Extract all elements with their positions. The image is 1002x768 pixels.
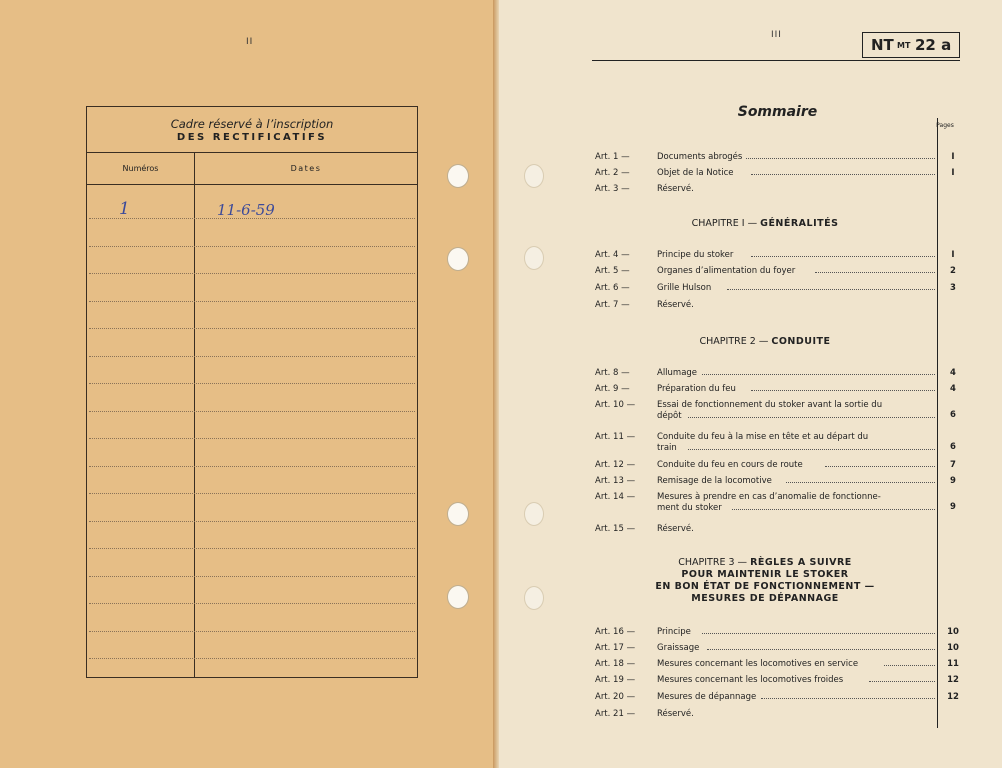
punch-hole: [447, 502, 469, 526]
article-title: Mesures de dépannage: [657, 692, 757, 702]
article-title: Mesures à prendre en cas d’anomalie de fonctionne-: [657, 492, 881, 502]
toc-row: [595, 152, 935, 166]
article-title: Réservé.: [657, 184, 694, 194]
punch-hole-shadow: [524, 586, 544, 610]
article-number: Art. 12 —: [595, 460, 636, 470]
handwritten-date: 11-6-59: [217, 201, 275, 219]
entry-line: [89, 466, 415, 467]
page-reference: 9: [950, 476, 956, 486]
toc-row: [595, 384, 935, 398]
article-title: Allumage: [657, 368, 698, 378]
page-reference: 10: [947, 643, 959, 653]
divider: [87, 152, 417, 153]
leader-dots: [761, 698, 935, 699]
article-title: Préparation du feu: [657, 384, 736, 394]
punch-hole: [447, 247, 469, 271]
chapter-heading: [600, 336, 930, 347]
toc-row: [595, 709, 935, 723]
article-number: Art. 17 —: [595, 643, 636, 653]
toc-row: [595, 400, 935, 421]
entry-line: [89, 411, 415, 412]
toc-row: [595, 659, 935, 673]
page-reference: 12: [947, 675, 959, 685]
chapter-prefix: CHAPITRE I —: [691, 218, 761, 229]
article-title-cont: dépôt: [657, 411, 682, 421]
entry-line: [89, 576, 415, 577]
page-reference: 4: [950, 384, 956, 394]
article-number: Art. 16 —: [595, 627, 636, 637]
article-title: Mesures concernant les locomotives froides: [657, 675, 844, 685]
article-number: Art. 15 —: [595, 524, 636, 534]
entry-line: [89, 631, 415, 632]
article-number: Art. 2 —: [595, 168, 630, 178]
doc-ref-number: 22 a: [915, 36, 952, 54]
toc-row: [595, 476, 935, 490]
toc-row: [595, 432, 935, 453]
punch-hole-shadow: [524, 502, 544, 526]
article-title: Mesures concernant les locomotives en service: [657, 659, 859, 669]
article-title: Documents abrogés: [657, 152, 743, 162]
box-title-line1: Cadre réservé à l’inscription: [170, 117, 334, 131]
column-header-numeros: Numéros: [122, 164, 159, 173]
page-reference: I: [951, 168, 955, 178]
article-title: Organes d’alimentation du foyer: [657, 266, 796, 276]
entry-line: [89, 521, 415, 522]
article-number: Art. 6 —: [595, 283, 630, 293]
entry-line: [89, 493, 415, 494]
page-reference: I: [951, 250, 955, 260]
article-number: Art. 11 —: [595, 432, 636, 442]
column-header-dates: Dates: [290, 164, 322, 173]
chapter-prefix: CHAPITRE 2 —: [699, 336, 772, 347]
article-number: Art. 14 —: [595, 492, 636, 502]
leader-dots: [702, 374, 935, 375]
header-rule: [87, 184, 417, 185]
page-reference: 3: [950, 283, 956, 293]
article-number: Art. 4 —: [595, 250, 630, 260]
toc-row: [595, 460, 935, 474]
article-title: Remisage de la locomotive: [657, 476, 772, 486]
article-title: Conduite du feu en cours de route: [657, 460, 803, 470]
article-title: Objet de la Notice: [657, 168, 734, 178]
page-reference: 7: [950, 460, 956, 470]
leader-dots: [746, 158, 935, 159]
article-number: Art. 5 —: [595, 266, 630, 276]
chapter-name: GÉNÉRALITÉS: [760, 218, 839, 229]
article-number: Art. 8 —: [595, 368, 630, 378]
rectificatifs-frame: [86, 106, 418, 678]
page-number-left: II: [246, 37, 254, 47]
page-reference: 10: [947, 627, 959, 637]
leader-dots: [751, 256, 935, 257]
toc-row: [595, 692, 935, 706]
page-reference: 9: [950, 502, 956, 512]
entry-line: [89, 548, 415, 549]
article-number: Art. 13 —: [595, 476, 636, 486]
article-title: Réservé.: [657, 524, 694, 534]
entry-line: [89, 273, 415, 274]
page-reference: 6: [950, 442, 956, 452]
page-reference: 2: [950, 266, 956, 276]
chapter-heading: [600, 218, 930, 229]
leader-dots: [786, 482, 936, 483]
punch-hole-shadow: [524, 164, 544, 188]
entry-line: [89, 603, 415, 604]
chapter-name-line: MESURES DE DÉPANNAGE: [691, 593, 839, 604]
article-number: Art. 10 —: [595, 400, 636, 410]
toc-row: [595, 283, 935, 297]
toc-row: [595, 168, 935, 182]
toc-row: [595, 524, 935, 538]
punch-hole: [447, 164, 469, 188]
toc-row: [595, 266, 935, 280]
toc-row: [595, 675, 935, 689]
entry-line: [89, 383, 415, 384]
entry-line: [89, 438, 415, 439]
doc-ref-prefix: NT: [871, 36, 894, 54]
entry-line: [89, 246, 415, 247]
article-number: Art. 3 —: [595, 184, 630, 194]
article-title: Graissage: [657, 643, 700, 653]
article-number: Art. 19 —: [595, 675, 636, 685]
leader-dots: [688, 417, 936, 418]
article-number: Art. 9 —: [595, 384, 630, 394]
chapter-name-line: EN BON ÉTAT DE FONCTIONNEMENT —: [655, 581, 875, 592]
chapter-name: CONDUITE: [771, 336, 831, 347]
punch-hole-shadow: [524, 246, 544, 270]
article-title: Réservé.: [657, 709, 694, 719]
box-title-line2: DES RECTIFICATIFS: [176, 132, 328, 143]
entry-line: [89, 356, 415, 357]
article-title: Principe du stoker: [657, 250, 734, 260]
article-title: Grille Hulson: [657, 283, 712, 293]
article-number: Art. 1 —: [595, 152, 630, 162]
leader-dots: [825, 466, 935, 467]
article-title: Conduite du feu à la mise en tête et au départ du: [657, 432, 869, 442]
handwritten-numero: 1: [119, 199, 130, 219]
page-reference: 11: [947, 659, 959, 669]
leader-dots: [732, 509, 935, 510]
article-title: Essai de fonctionnement du stoker avant la sortie du: [657, 400, 883, 410]
page-reference: I: [951, 152, 955, 162]
header-rule: [592, 60, 960, 61]
chapter-name-line: RÈGLES A SUIVRE: [750, 557, 852, 568]
toc-row: [595, 300, 935, 314]
toc-row: [595, 184, 935, 198]
punch-hole: [447, 585, 469, 609]
leader-dots: [702, 633, 935, 634]
document-reference: [862, 32, 960, 58]
entry-line: [89, 301, 415, 302]
page-reference: 12: [947, 692, 959, 702]
article-title: Principe: [657, 627, 691, 637]
article-title-cont: ment du stoker: [657, 503, 722, 513]
leader-dots: [751, 174, 935, 175]
leader-dots: [707, 649, 935, 650]
article-number: Art. 7 —: [595, 300, 630, 310]
article-title: Réservé.: [657, 300, 694, 310]
leader-dots: [727, 289, 935, 290]
article-number: Art. 18 —: [595, 659, 636, 669]
column-divider: [194, 152, 195, 677]
article-title-cont: train: [657, 443, 677, 453]
chapter-name-line: POUR MAINTENIR LE STOKER: [681, 569, 849, 580]
book-spine: [493, 0, 499, 768]
toc-row: [595, 627, 935, 641]
pages-column-label: Pages: [936, 122, 954, 129]
toc-row: [595, 368, 935, 382]
page-reference: 6: [950, 410, 956, 420]
toc-row: [595, 250, 935, 264]
leader-dots: [751, 390, 935, 391]
page-number-right: III: [771, 30, 782, 40]
article-number: Art. 20 —: [595, 692, 636, 702]
page-reference: 4: [950, 368, 956, 378]
toc-row: [595, 492, 935, 513]
page-title: Sommaire: [737, 104, 818, 120]
chapter-prefix: CHAPITRE 3 —: [678, 557, 751, 568]
leader-dots: [869, 681, 935, 682]
entry-line: [89, 658, 415, 659]
doc-ref-sub: MT: [897, 41, 911, 50]
leader-dots: [815, 272, 935, 273]
leader-dots: [884, 665, 936, 666]
leader-dots: [688, 449, 936, 450]
entry-line: [89, 328, 415, 329]
chapter-heading: [600, 557, 930, 605]
article-number: Art. 21 —: [595, 709, 636, 719]
toc-row: [595, 643, 935, 657]
